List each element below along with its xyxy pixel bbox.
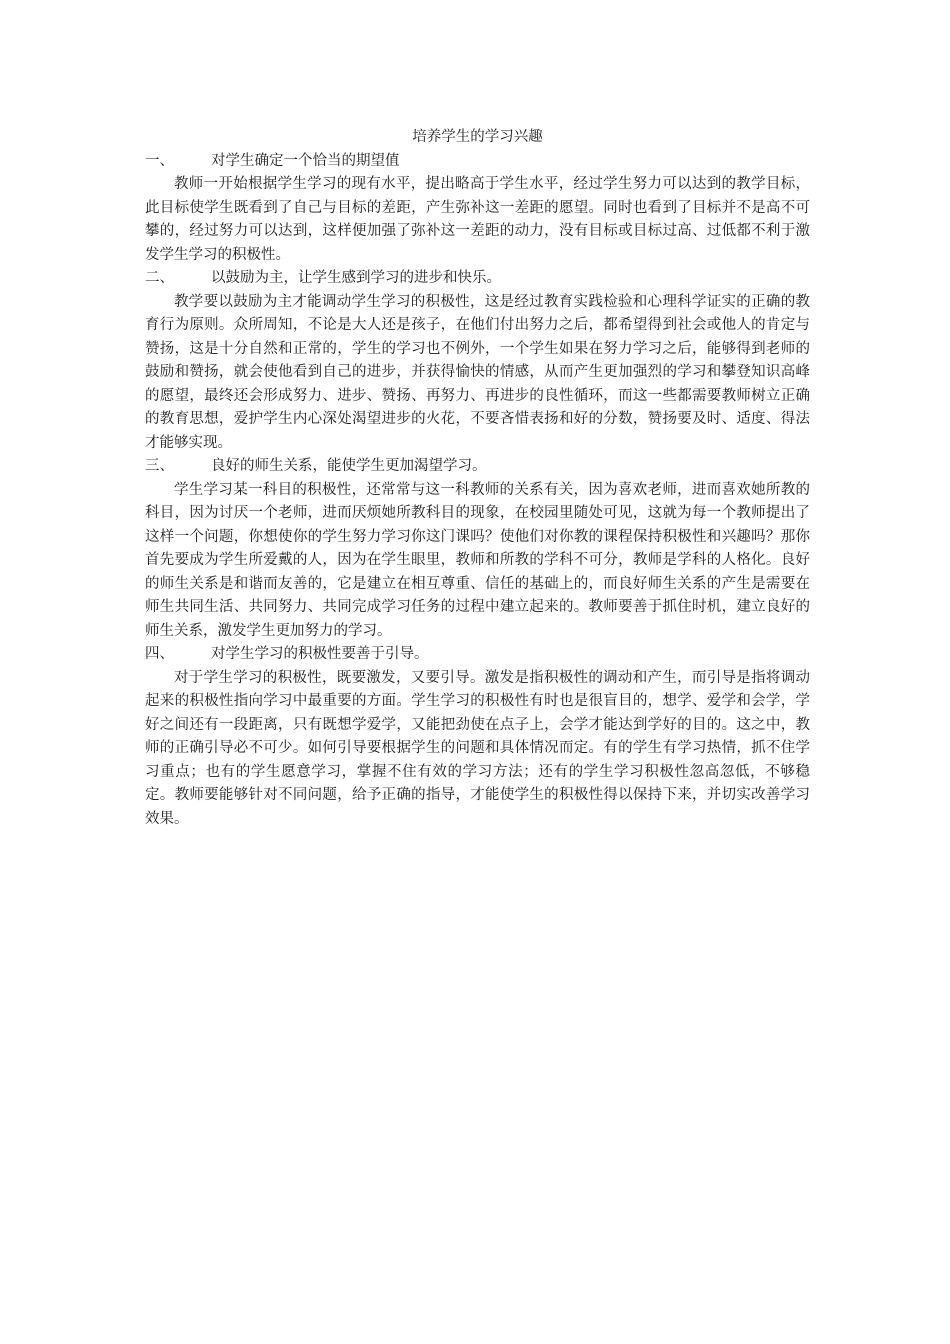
document-body [145,126,810,831]
section-heading-text: 对学生学习的积极性要善于引导。 [211,646,429,662]
section-paragraph: 教学要以鼓励为主才能调动学生学习的积极性，这是经过教育实践检验和心理科学证实的正确的教育行为原则。众所周知，不论是大人还是孩子，在他们付出努力之后，都希望得到社会或他人的肯定与赞扬，这是十分自然和正常的，学生的学习也不例外，一个学生如果在努力学习之后，能够得到老师的鼓励和赞扬，就会使他看到自己的进步，并获得愉快的情感，从而产生更加强烈的学习和攀登知识高峰的愿望，最终还会形成努力、进步、赞扬、再努力、再进步的良性循环，而这一些都需要教师树立正确的教育思想，爱护学生内心深处渴望进步的火花，不要吝惜表扬和好的分数，赞扬要及时、适度、得法才能够实现。 [145,293,810,451]
section-heading [145,150,810,174]
section-number: 一、 [145,152,174,169]
document-title: 培养学生的学习兴趣 [412,129,543,145]
section-heading-text: 良好的师生关系，能使学生更加渴望学习。 [211,458,487,474]
section-heading [145,267,810,291]
section-paragraph: 对于学生学习的积极性，既要激发，又要引导。激发是指积极性的调动和产生，而引导是指将调动起来的积极性指向学习中最重要的方面。学生学习的积极性有时也是很盲目的，想学、爱学和会学，学好之间还有一段距离，只有既想学爱学，又能把劲使在点子上，会学才能达到学好的目的。这之中，教师的正确引导必不可少。如何引导要根据学生的问题和具体情况而定。有的学生有学习热情，抓不住学习重点；也有的学生愿意学习，掌握不住有效的学习方法；还有的学生学习积极性忽高忽低，不够稳定。教师要能够针对不同问题，给予正确的指导，才能使学生的积极性得以保持下来，并切实改善学习效果。 [145,669,810,827]
section-paragraph: 教师一开始根据学生学习的现有水平，提出略高于学生水平，经过学生努力可以达到的教学目标，此目标使学生既看到了自己与目标的差距，产生弥补这一差距的愿望。同时也看到了目标并不是高不可攀的，经过努力可以达到，这样便加强了弥补这一差距的动力，没有目标或目标过高、过低都不利于激发学生学习的积极性。 [145,176,810,263]
section-4 [145,643,810,831]
section-3 [145,455,810,643]
section-heading [145,643,810,667]
section-2 [145,267,810,455]
section-number: 四、 [145,646,174,662]
section-number: 三、 [145,458,174,474]
section-paragraph: 学生学习某一科目的积极性，还常常与这一科教师的关系有关，因为喜欢老师，进而喜欢她所教的科目，因为讨厌一个老师，进而厌烦她所教科目的现象，在校园里随处可见，这就为每一个教师提出了这样一个问题，你想使你的学生努力学习你这门课吗？使他们对你教的课程保持积极性和兴趣吗？那你首先要成为学生所爱戴的人，因为在学生眼里，教师和所教的学科不可分，教师是学科的人格化。良好的师生关系是和谐而友善的，它是建立在相互尊重、信任的基础上的，而良好师生关系的产生是需要在师生共同生活、共同努力、共同完成学习任务的过程中建立起来的。教师要善于抓住时机，建立良好的师生关系，激发学生更加努力的学习。 [145,481,810,639]
section-heading-text: 以鼓励为主，让学生感到学习的进步和快乐。 [211,270,501,286]
section-number: 二、 [145,270,174,286]
section-1 [145,150,810,268]
section-heading-text: 对学生确定一个恰当的期望值 [211,152,400,169]
section-heading [145,455,810,479]
